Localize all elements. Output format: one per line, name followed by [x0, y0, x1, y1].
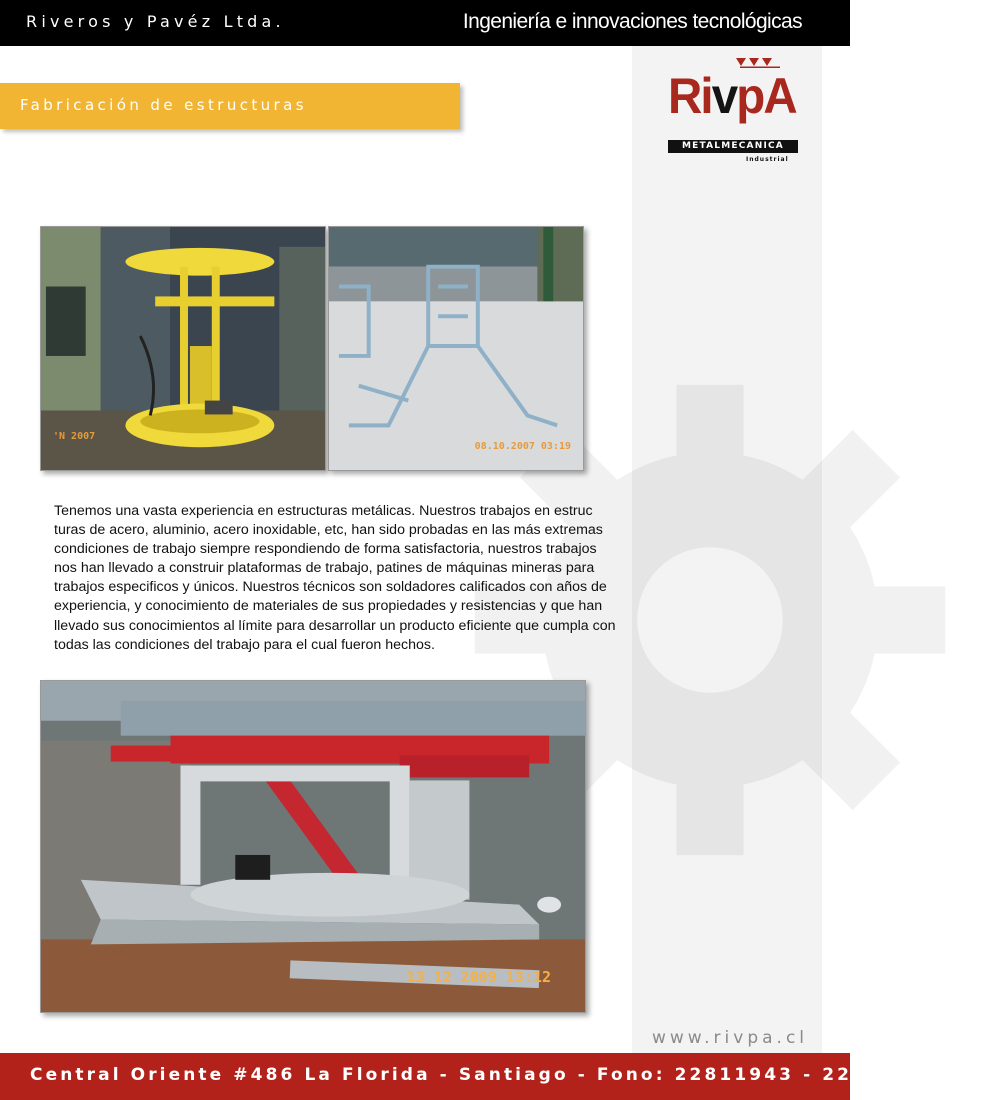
tagline: Ingeniería e innovaciones tecnológicas: [462, 10, 802, 33]
website-url[interactable]: www.rivpa.cl: [652, 1028, 809, 1048]
section-title-banner: [0, 83, 460, 129]
photo-metal-frames-stamp: 08.10.2007 03:19: [474, 441, 571, 452]
description-line: todas las condiciones del trabajo para el cual fueron hechos.: [54, 636, 435, 653]
company-name: Riveros y Pavéz Ltda.: [26, 12, 285, 31]
footer-bar: [0, 1053, 942, 1100]
footer-address: Central Oriente #486 La Florida - Santiago - Fono: 22811943 - 22628257: [30, 1065, 942, 1085]
description-paragraph: [54, 502, 694, 655]
description-line: Tenemos una vasta experiencia en estructuras metálicas. Nuestros trabajos en estruc: [54, 503, 593, 519]
photo-red-gray-structure-image: [41, 681, 585, 1012]
description-line: trabajos especificos y únicos. Nuestros técnicos son soldadores calificados con años de: [54, 579, 607, 596]
logo-bar: METALMECANICA: [668, 140, 798, 153]
logo-wordmark: RivpA: [668, 68, 796, 124]
description-line: llevado sus conocimientos al límite para desarrollar un producto eficiente que cumpla con: [54, 617, 616, 634]
logo-subtitle: Industrial: [746, 156, 789, 163]
header-bar: [0, 0, 850, 46]
description-line: nos han llevado a construir plataformas de trabajo, patines de máquinas mineras para: [54, 560, 595, 577]
rivpa-logo: [666, 58, 802, 170]
photo-rotating-platform-stamp: 'N 2007: [53, 431, 96, 442]
description-line: experiencia, y conocimiento de materiales de sus propiedades y resistencias y que han: [54, 598, 603, 615]
section-title: Fabricación de estructuras: [20, 96, 307, 114]
description-line: turas de acero, aluminio, acero inoxidable, etc, han sido probadas en las más extremas: [54, 522, 603, 539]
photo-red-gray-structure-stamp: 13 12 2009 13:12: [406, 968, 551, 986]
photo-metal-frames: [328, 226, 584, 471]
photo-red-gray-structure: [40, 680, 586, 1013]
photo-metal-frames-image: [329, 227, 583, 470]
photo-rotating-platform: [40, 226, 326, 471]
description-line: condiciones de trabajo siempre respondiendo de forma satisfactoria, nuestros trabajos: [54, 541, 597, 558]
